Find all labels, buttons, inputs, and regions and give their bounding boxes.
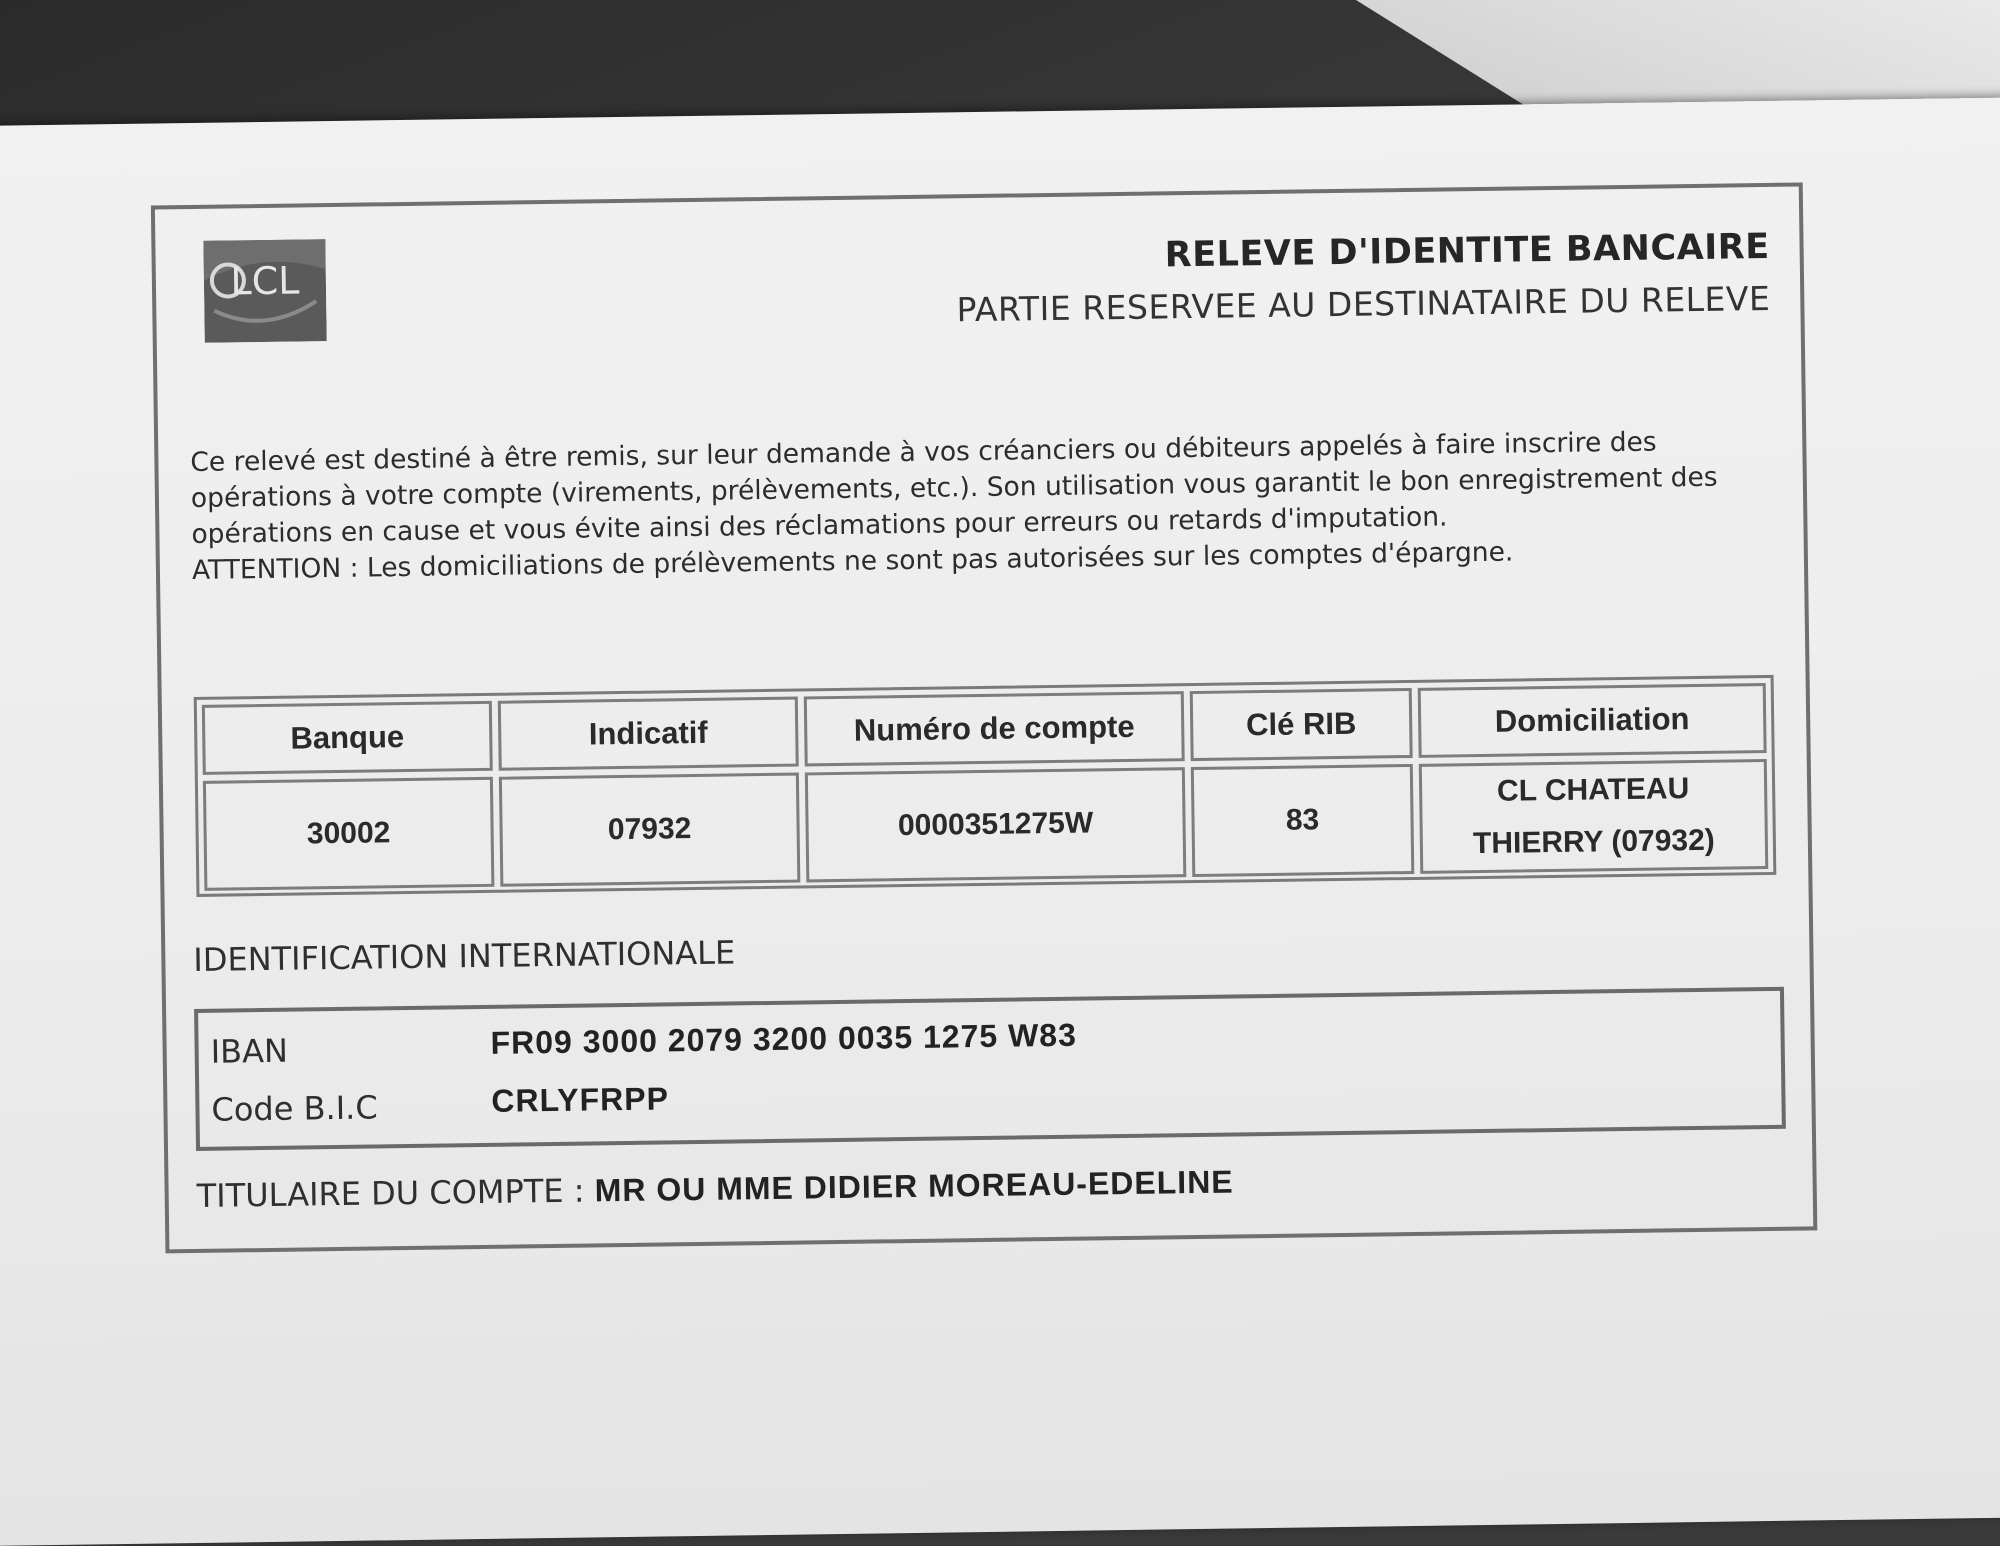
header-banque: Banque	[202, 701, 493, 775]
rib-frame	[151, 182, 1817, 1253]
intro-text	[190, 423, 1782, 589]
header-domiciliation: Domiciliation	[1418, 683, 1767, 758]
account-holder	[196, 1163, 1233, 1215]
intro-warning: ATTENTION : Les domiciliations de prélèvements ne sont pas autorisées sur les comptes d'épargne.	[191, 536, 1514, 586]
lcl-logo	[203, 239, 326, 343]
header-cle-rib: Clé RIB	[1190, 688, 1413, 761]
holder-label: TITULAIRE DU COMPTE :	[196, 1171, 585, 1215]
iban-value: FR09 3000 2079 3200 0035 1275 W83	[490, 1016, 1078, 1061]
header-numero-compte: Numéro de compte	[804, 691, 1185, 766]
value-banque: 30002	[203, 777, 495, 891]
international-box	[194, 987, 1786, 1151]
value-numero-compte: 0000351275W	[805, 767, 1186, 882]
holder-name: MR OU MME DIDIER MOREAU-EDELINE	[594, 1163, 1234, 1209]
value-indicatif: 07932	[499, 773, 801, 887]
bic-value: CRLYFRPP	[491, 1080, 670, 1119]
rib-table	[194, 675, 1777, 897]
value-cle-rib: 83	[1191, 764, 1415, 877]
international-label: IDENTIFICATION INTERNATIONALE	[193, 933, 736, 980]
document-subtitle: PARTIE RESERVEE AU DESTINATAIRE DU RELEVE	[956, 278, 1771, 330]
document-sheet	[0, 97, 2000, 1546]
header-indicatif: Indicatif	[498, 697, 799, 771]
intro-paragraph: Ce relevé est destiné à être remis, sur leur demande à vos créanciers ou débiteurs appelés à faire inscrire des opérations à votre compte (virements, prélèvements, etc.). Son utilisation vous garantit le bon enregistrement des opérations en cause et vous évite ainsi des réclamations pour erreurs ou retards d'imputation.	[190, 426, 1718, 550]
document-title: RELEVE D'IDENTITE BANCAIRE	[1164, 226, 1770, 276]
value-domiciliation: CL CHATEAU THIERRY (07932)	[1419, 759, 1769, 874]
iban-label: IBAN	[210, 1031, 289, 1071]
svg-text:LCL: LCL	[230, 258, 300, 304]
bic-label: Code B.I.C	[211, 1088, 378, 1129]
